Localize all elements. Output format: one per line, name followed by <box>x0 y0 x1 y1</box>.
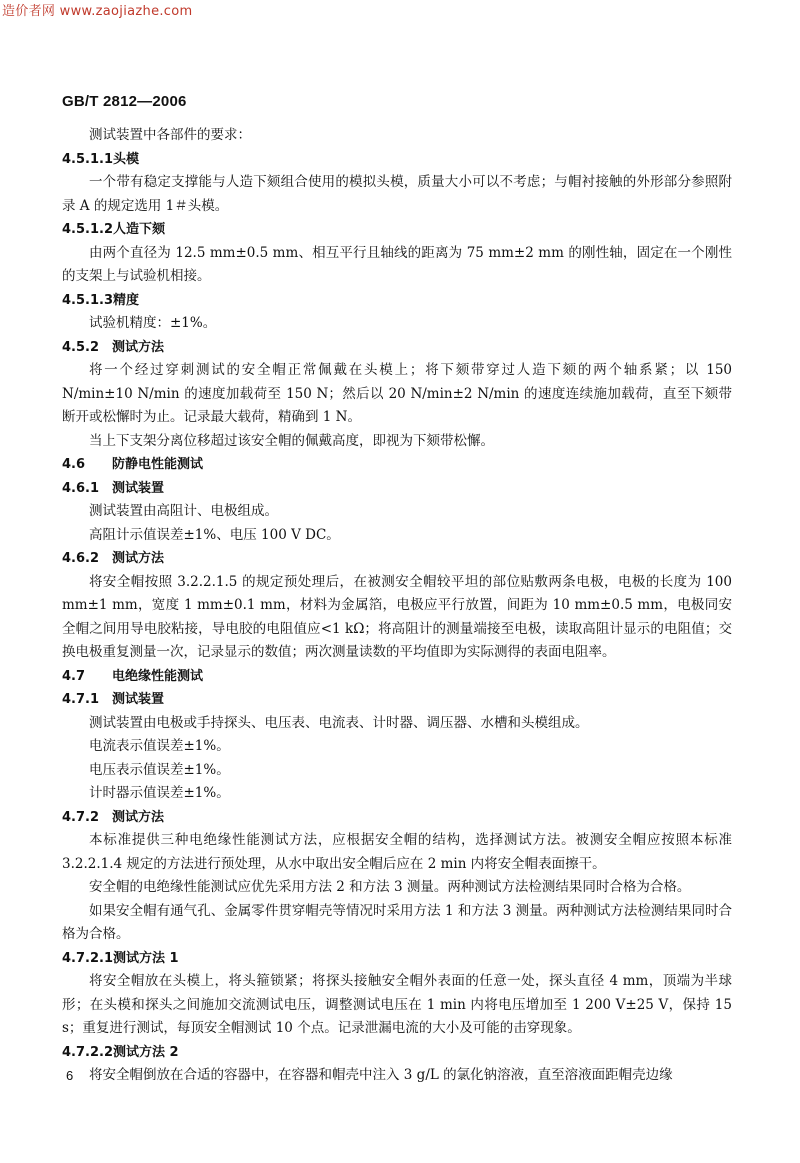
section-title: 测试装置 <box>112 480 165 496</box>
section-number: 4.7.2.2 <box>62 1044 113 1060</box>
body-paragraph: 试验机精度：±1%。 <box>89 315 217 331</box>
document-body <box>62 124 732 1088</box>
section-heading <box>62 289 732 313</box>
body-paragraph: 安全帽的电绝缘性能测试应优先采用方法 2 和方法 3 测量。两种测试方法检测结果同时合格为合格。 <box>89 879 691 895</box>
body-paragraph: 如果安全帽有通气孔、金属零件贯穿帽壳等情况时采用方法 1 和方法 3 测量。两种测试方法检测结果同时合格为合格。 <box>62 902 732 942</box>
body-paragraph: 测试装置由电极或手持探头、电压表、电流表、计时器、调压器、水槽和头模组成。 <box>89 714 589 731</box>
section-title: 防静电性能测试 <box>112 457 204 472</box>
section-heading <box>62 336 732 360</box>
section-title: 测试方法 <box>112 551 165 566</box>
section-heading <box>62 665 732 689</box>
section-heading <box>62 477 732 501</box>
body-paragraph: 将安全帽按照 3.2.2.1.5 的规定预处理后，在被测安全帽较平坦的部位贴敷两条电极，电极的长度为 100 mm±1 mm，宽度 1 mm±0.1 mm，材料为金属箔，电极应平行放置，间距为 10 mm±0.5 mm，电极同安全帽之间用导电胶粘接，导电胶的电阻值应<1 kΩ；将高阻计的测量端接至电极，读取高阻计显示的电阻值；交换电极重复测量一次，记录显示的数值；两次测量读数的平均值即为实际测得的表面电阻率。 <box>62 573 732 660</box>
section-heading <box>62 947 732 971</box>
section-number: 4.5.1.1 <box>62 151 113 167</box>
standard-code: GB/T 2812—2006 <box>62 93 187 110</box>
section-heading <box>62 218 732 242</box>
section-title: 头模 <box>113 151 140 167</box>
body-paragraph: 由两个直径为 12.5 mm±0.5 mm、相互平行且轴线的距离为 75 mm±2 mm 的刚性轴，固定在一个刚性的支架上与试验机相接。 <box>62 244 732 284</box>
body-paragraph: 高阻计示值误差±1%、电压 100 V DC。 <box>89 526 340 543</box>
section-heading <box>62 806 732 830</box>
section-heading <box>62 148 732 172</box>
section-title: 电绝缘性能测试 <box>112 668 204 684</box>
section-title: 测试方法 2 <box>113 1044 179 1060</box>
section-title: 人造下颏 <box>113 222 166 237</box>
section-number: 4.6.2 <box>62 551 100 566</box>
section-number: 4.7.2.1 <box>62 950 113 966</box>
section-heading <box>62 688 732 712</box>
section-title: 测试方法 <box>112 809 165 825</box>
body-paragraph: 将一个经过穿刺测试的安全帽正常佩戴在头模上；将下颏带穿过人造下颏的两个轴系紧；以 150 N/min±10 N/min 的速度加载荷至 150 N；然后以 20 N/min±2 N/min 的速度连续施加载荷，直至下颏带断开或松懈时为止。记录最大载荷，精确到 1 N。 <box>62 362 732 425</box>
section-title: 测试装置 <box>112 692 165 707</box>
body-paragraph: 电流表示值误差±1%。 <box>89 738 230 754</box>
section-heading <box>62 1041 732 1065</box>
body-paragraph: 将安全帽放在头模上，将头箍锁紧；将探头接触安全帽外表面的任意一处，探头直径 4 mm，顶端为半球形；在头模和探头之间施加交流测试电压，调整测试电压在 1 min 内将电压增加至 1 200 V±25 V，保持 15 s；重复进行测试，每顶安全帽测试 10 个点。记录泄漏电流的大小及可能的击穿现象。 <box>62 973 732 1036</box>
section-number: 4.6.1 <box>62 480 100 496</box>
body-paragraph: 测试装置中各部件的要求： <box>89 127 251 143</box>
watermark: 造价者网 www.zaojiazhe.com <box>2 4 193 19</box>
section-number: 4.7.2 <box>62 809 100 825</box>
body-paragraph: 测试装置由高阻计、电极组成。 <box>89 503 278 519</box>
body-paragraph: 当上下支架分离位移超过该安全帽的佩戴高度，即视为下颏带松懈。 <box>89 432 494 449</box>
section-number: 4.7 <box>62 668 86 684</box>
section-title: 测试方法 1 <box>113 950 179 966</box>
page-number: 6 <box>66 1068 74 1083</box>
body-paragraph: 计时器示值误差±1%。 <box>89 785 230 801</box>
body-paragraph: 本标准提供三种电绝缘性能测试方法，应根据安全帽的结构，选择测试方法。被测安全帽应按照本标准 3.2.2.1.4 规定的方法进行预处理，从水中取出安全帽后应在 2 min 内将安全帽表面擦干。 <box>62 832 732 872</box>
body-paragraph: 将安全帽倒放在合适的容器中，在容器和帽壳中注入 3 g/L 的氯化钠溶液，直至溶液面距帽壳边缘 <box>89 1067 673 1083</box>
section-number: 4.5.1.2 <box>62 222 113 237</box>
section-number: 4.7.1 <box>62 692 100 707</box>
section-heading <box>62 453 732 477</box>
body-paragraph: 电压表示值误差±1%。 <box>89 761 230 778</box>
section-heading <box>62 547 732 571</box>
section-number: 4.6 <box>62 457 86 472</box>
section-number: 4.5.2 <box>62 339 100 355</box>
section-title: 精度 <box>113 292 140 308</box>
body-paragraph: 一个带有稳定支撑能与人造下颏组合使用的模拟头模，质量大小可以不考虑；与帽衬接触的外形部分参照附录 A 的规定选用 1＃头模。 <box>62 174 732 214</box>
section-number: 4.5.1.3 <box>62 292 113 308</box>
section-title: 测试方法 <box>112 339 165 355</box>
